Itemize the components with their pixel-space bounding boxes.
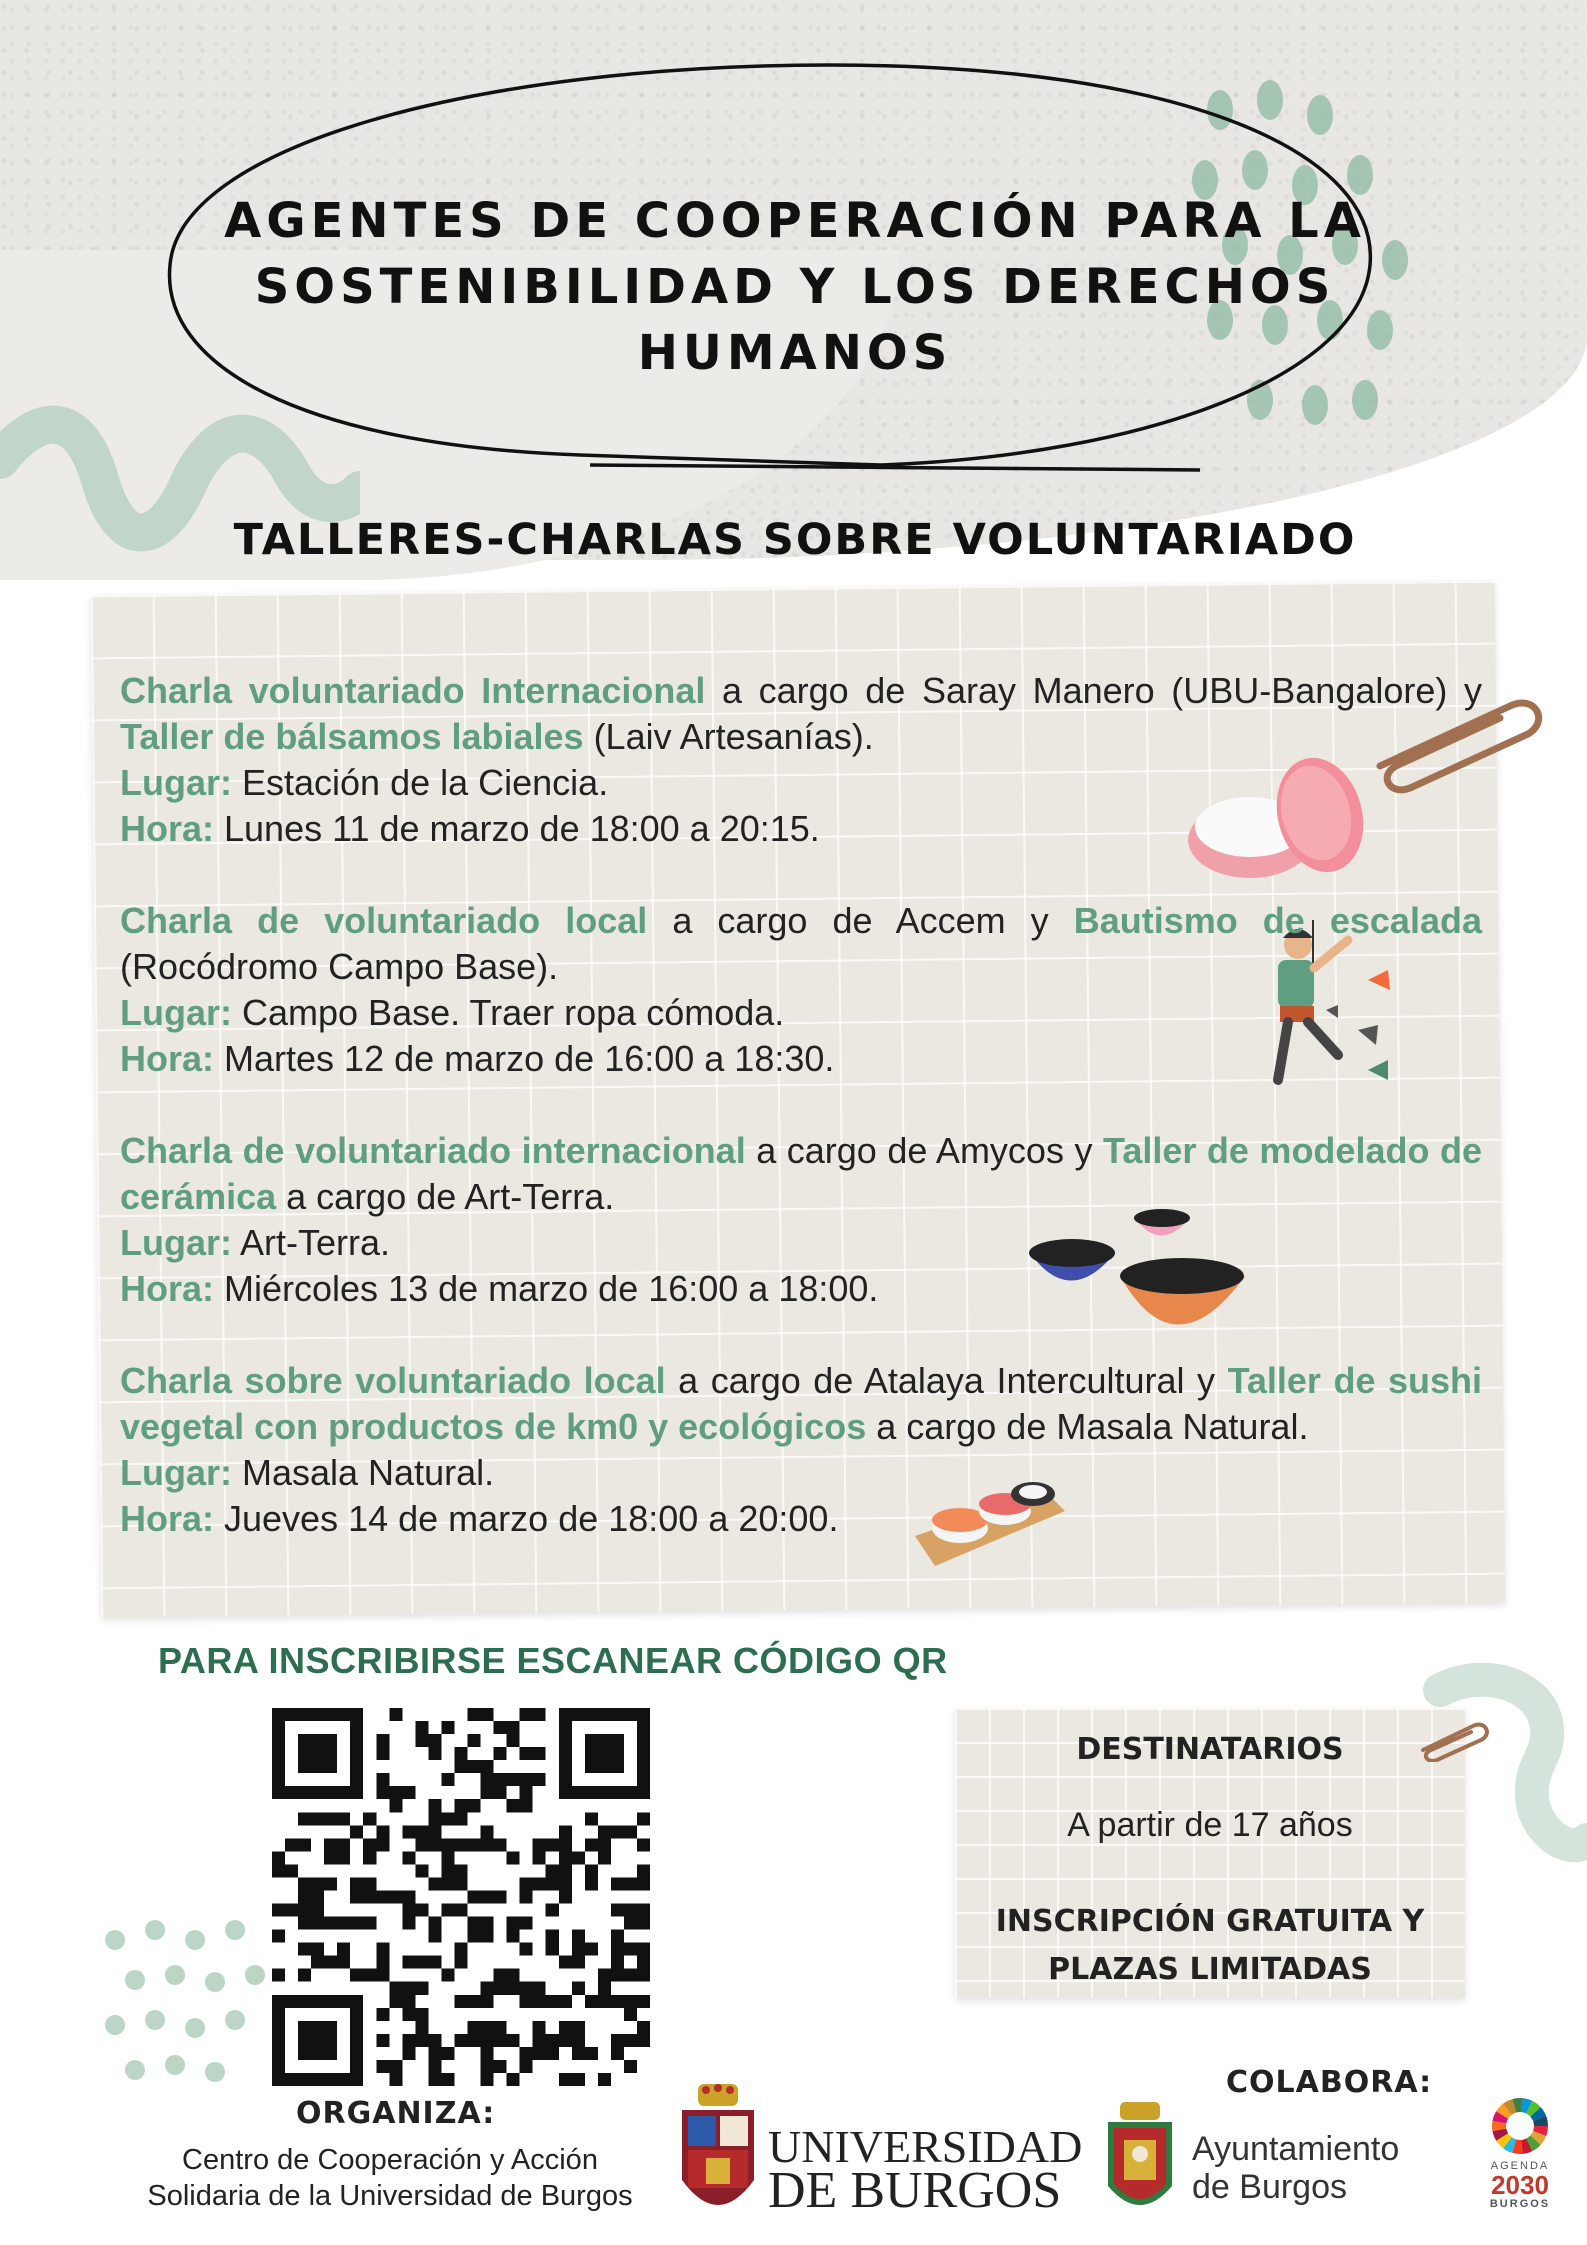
event-place	[120, 1220, 1482, 1266]
qr-heading: PARA INSCRIBIRSE ESCANEAR CÓDIGO QR	[158, 1640, 948, 1681]
event-place	[120, 1450, 1482, 1496]
event-time-value: Martes 12 de marzo de 16:00 a 18:30.	[214, 1038, 835, 1079]
event-place-label: Lugar:	[120, 1452, 232, 1493]
event-time	[120, 1496, 1482, 1542]
event-talk-title: Charla de voluntariado local	[120, 900, 648, 941]
organizer-label: ORGANIZA:	[296, 2096, 496, 2131]
city-council-name	[1192, 2130, 1399, 2206]
event-time-label: Hora:	[120, 1268, 215, 1309]
event-description	[120, 900, 1482, 987]
university-line-1: UNIVERSIDAD	[768, 2121, 1083, 2172]
event-workshop-detail: (Rocódromo Campo Base).	[120, 946, 559, 987]
qr-code-icon[interactable]	[272, 1708, 650, 2086]
city-council-line-2: de Burgos	[1192, 2168, 1347, 2206]
event-talk-title: Charla sobre voluntariado local	[120, 1360, 666, 1401]
city-council-line-1: Ayuntamiento	[1192, 2130, 1400, 2168]
event-workshop-detail: a cargo de Art-Terra.	[276, 1176, 615, 1217]
registration-note	[955, 1898, 1465, 1994]
event-workshop-detail: a cargo de Masala Natural.	[866, 1406, 1309, 1447]
event-time	[120, 1266, 1482, 1312]
event-description	[120, 1130, 1482, 1217]
event-description	[120, 1360, 1482, 1447]
title-line-2: SOSTENIBILIDAD Y LOS DERECHOS	[254, 259, 1336, 315]
event-talk-detail: a cargo de Saray Manero (UBU-Bangalore) y	[705, 670, 1482, 711]
event-workshop-title: Taller de bálsamos labiales	[120, 716, 584, 757]
organizer-line-1: Centro de Cooperación y Acción	[182, 2144, 598, 2176]
event-workshop-title: Bautismo de escalada	[1073, 900, 1482, 941]
event-item	[120, 1128, 1482, 1312]
organizer-name	[120, 2142, 660, 2214]
event-place-value: Campo Base. Traer ropa cómoda.	[232, 992, 785, 1033]
page-title	[200, 188, 1390, 386]
title-line-3: HUMANOS	[637, 325, 953, 381]
event-place-value: Masala Natural.	[232, 1452, 495, 1493]
event-time-label: Hora:	[120, 808, 215, 849]
event-place-label: Lugar:	[120, 992, 232, 1033]
sdg-wheel-icon	[1490, 2096, 1550, 2156]
university-crest-icon	[676, 2080, 760, 2230]
university-line-2: DE BURGOS	[768, 2162, 1062, 2219]
event-place-value: Art-Terra.	[232, 1222, 391, 1263]
organizer-line-2: Solidaria de la Universidad de Burgos	[147, 2180, 633, 2212]
audience-label: DESTINATARIOS	[1076, 1732, 1344, 1767]
agenda-city: BURGOS	[1489, 2198, 1551, 2210]
event-place	[120, 990, 1482, 1036]
event-talk-detail: a cargo de Atalaya Intercultural y	[665, 1360, 1228, 1401]
event-talk-title: Charla voluntariado Internacional	[120, 670, 706, 711]
audience-value: A partir de 17 años	[1067, 1806, 1353, 1844]
event-item	[120, 668, 1482, 852]
event-time-label: Hora:	[120, 1498, 215, 1539]
event-time-value: Miércoles 13 de marzo de 16:00 a 18:00.	[214, 1268, 879, 1309]
event-item	[120, 1358, 1482, 1542]
event-time-label: Hora:	[120, 1038, 215, 1079]
registration-note-line-2: PLAZAS LIMITADAS	[1048, 1952, 1372, 1987]
event-time-value: Lunes 11 de marzo de 18:00 a 20:15.	[214, 808, 820, 849]
title-line-1: AGENTES DE COOPERACIÓN PARA LA	[224, 193, 1366, 249]
event-talk-title: Charla de voluntariado internacional	[120, 1130, 746, 1171]
events-list	[120, 668, 1482, 1588]
event-workshop-title: Taller de sushi vegetal con productos de km0 y ecológicos	[120, 1360, 1482, 1447]
event-place-value: Estación de la Ciencia.	[232, 762, 609, 803]
event-time	[120, 806, 1482, 852]
decorative-dots-lower-icon	[95, 1910, 285, 2100]
city-council-crest-icon	[1102, 2098, 1178, 2224]
registration-note-line-1: INSCRIPCIÓN GRATUITA Y	[995, 1904, 1425, 1939]
collaborator-label: COLABORA:	[1226, 2065, 1433, 2100]
event-time-value: Jueves 14 de marzo de 18:00 a 20:00.	[214, 1498, 839, 1539]
agenda-year: 2030	[1491, 2170, 1549, 2200]
event-talk-detail: a cargo de Amycos y	[745, 1130, 1103, 1171]
agenda-2030-logo	[1470, 2096, 1570, 2210]
agenda-word: AGENDA	[1490, 2160, 1550, 2172]
event-place	[120, 760, 1482, 806]
event-workshop-detail: (Laiv Artesanías).	[583, 716, 874, 757]
event-talk-detail: a cargo de Accem y	[647, 900, 1074, 941]
event-time	[120, 1036, 1482, 1082]
university-name	[768, 2121, 1083, 2219]
event-item	[120, 898, 1482, 1082]
page-subtitle: TALLERES-CHARLAS SOBRE VOLUNTARIADO	[233, 515, 1357, 565]
event-description	[120, 670, 1482, 757]
event-place-label: Lugar:	[120, 1222, 232, 1263]
event-workshop-title: Taller de modelado de cerámica	[120, 1130, 1482, 1217]
event-place-label: Lugar:	[120, 762, 232, 803]
